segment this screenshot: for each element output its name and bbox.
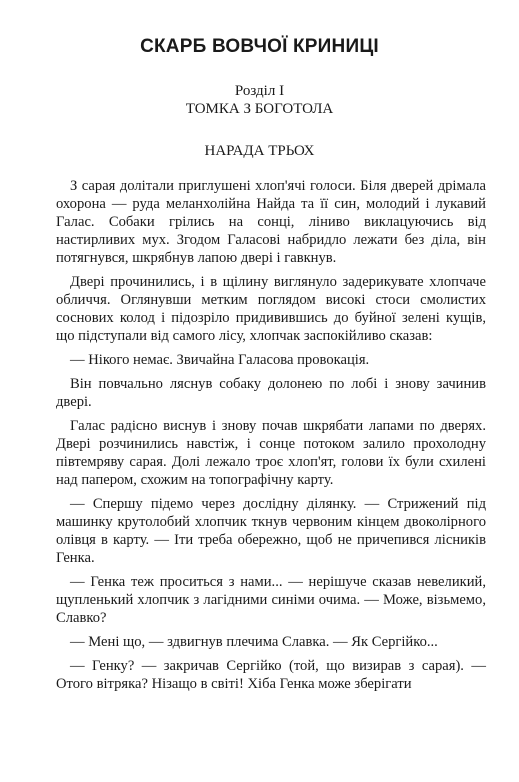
- chapter-heading: [0, 82, 519, 118]
- book-title: СКАРБ ВОВЧОЇ КРИНИЦІ: [140, 36, 379, 57]
- section-title: НАРАДА ТРЬОХ: [204, 143, 315, 159]
- paragraph: — Генку? — закричав Сергійко (той, що визирав з сарая). — Отого вітряка? Нізащо в світі! Хіба Генка може зберігати: [56, 658, 486, 692]
- paragraph: — Мені що, — здвигнув плечима Славка. — Як Сергійко...: [70, 634, 438, 650]
- paragraph: Галас радісно виснув і знову почав шкрябати лапами по дверях. Двері розчинились навстіж, і сонце потоком залило прохолодну півтемряву сарая. Долі лежало троє хлоп'ят, голови їх були схилені над папером, схожим на топографічну карту.: [56, 418, 486, 488]
- paragraph: Він повчально ляснув собаку долонею по лобі і знову зачинив двері.: [56, 376, 486, 410]
- paragraph: З сарая долітали приглушені хлоп'ячі голоси. Біля дверей дрімала охорона — руда меланхолійна Найда та її син, молодий і лукавий Галас. Собаки грілись на сонці, ліниво виклацуючись від настирливих мух. Згодом Галасові набридло лежати без діла, він потягнувся, шкрябнув лапою двері і гавкнув.: [56, 178, 486, 266]
- body-text: [56, 177, 486, 699]
- chapter-title: ТОМКА З БОГОТОЛА: [185, 101, 334, 117]
- paragraph: — Нікого немає. Звичайна Галасова провокація.: [70, 352, 370, 368]
- paragraph: Двері прочинились, і в щілину виглянуло задерикувате хлопчаче обличчя. Оглянувши метким поглядом високі стоси смолистих соснових колод і підозріло придивившись до буйної зелені кущів, що підступали від самого лісу, хлопчак заспокійливо сказав:: [56, 274, 486, 344]
- chapter-number: Розділ І: [234, 83, 285, 99]
- paragraph: — Спершу підемо через дослідну ділянку. — Стрижений під машинку крутолобий хлопчик ткнув червоним кінцем двоколірного олівця в карту. — Іти треба обережно, щоб не причепився лісників Генка.: [56, 496, 486, 566]
- paragraph: — Генка теж проситься з нами... — нерішуче сказав невеликий, щупленький хлопчик з лагідними синіми очима. — Може, візьмемо, Славко?: [56, 574, 486, 626]
